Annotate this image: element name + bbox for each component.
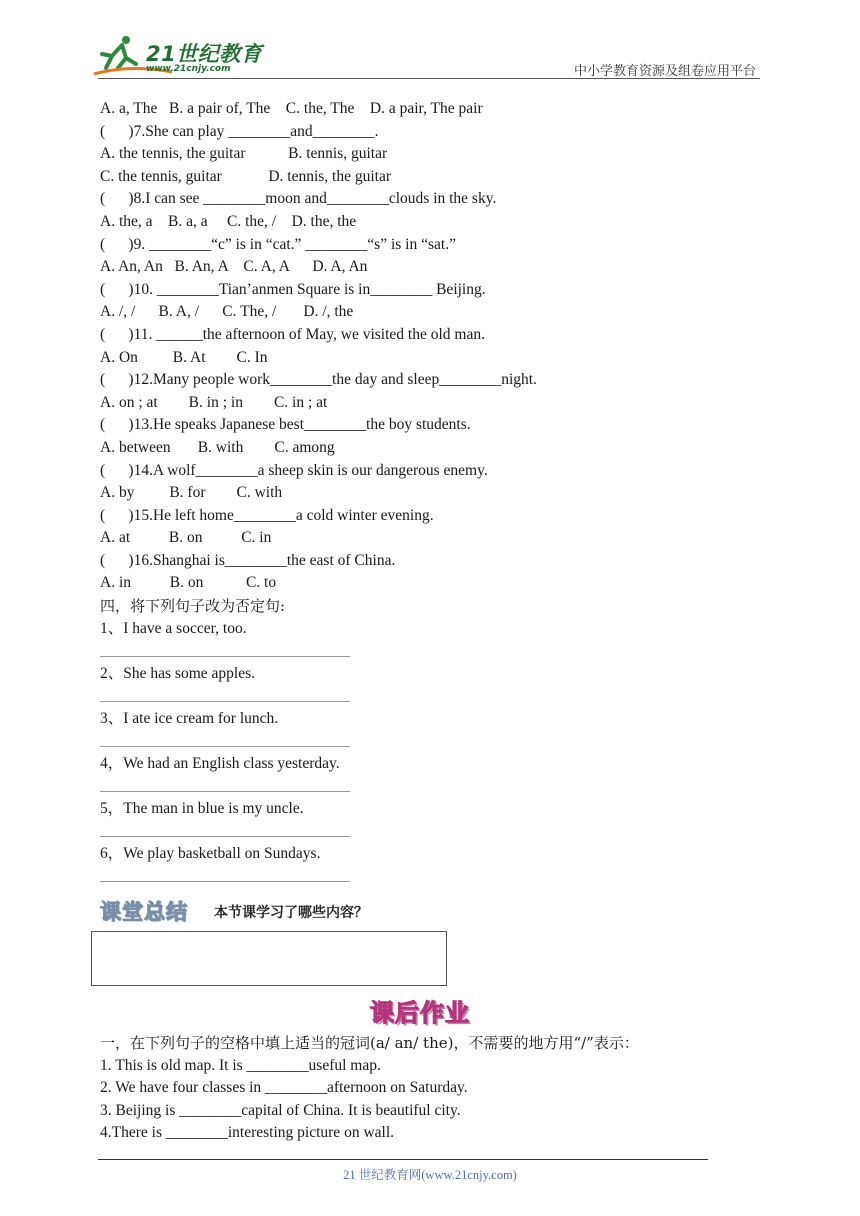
logo-url: www.21cnjy.com (146, 64, 231, 74)
answer-blank-line[interactable] (100, 640, 740, 662)
answer-options: A. An, An B. An, A C. A, A D. A, An (100, 258, 368, 276)
answer-blank-line[interactable] (100, 685, 740, 707)
summary-row (100, 896, 600, 926)
exercise-content (100, 98, 740, 888)
question-line: ( )9. ________“c” is in “cat.” ________“s” is in “sat.” (100, 235, 456, 253)
answer-options: A. On B. At C. In (100, 348, 268, 366)
logo-text: 21世纪教育 (146, 42, 263, 66)
negation-item: 5，The man in blue is my uncle. (100, 799, 304, 817)
answer-options: C. the tennis, guitar D. tennis, the guitar (100, 167, 392, 185)
section-title: 四，将下列句子改为否定句: (100, 597, 286, 616)
question-line: ( )15.He left home________a cold winter evening. (100, 506, 434, 524)
platform-name: 中小学教育资源及组卷应用平台 (573, 64, 756, 79)
question-line: ( )13.He speaks Japanese best________the boy students. (100, 416, 471, 434)
negation-list (100, 618, 740, 888)
page-header (0, 0, 860, 80)
answer-options: A. between B. with C. among (100, 438, 335, 456)
answer-options: A. at B. on C. in (100, 529, 272, 547)
homework-item: 4.There is ________interesting picture on wall. (100, 1124, 395, 1142)
negation-item: 6，We play basketball on Sundays. (100, 844, 321, 862)
negation-item: 3、I ate ice cream for lunch. (100, 709, 279, 727)
homework-title: 课后作业 (370, 999, 470, 1027)
question-list (100, 98, 740, 595)
homework-list (100, 1055, 740, 1145)
question-line: ( )7.She can play ________and________. (100, 122, 379, 140)
answer-blank-line[interactable] (100, 730, 740, 752)
homework-item: 3. Beijing is ________capital of China. It is beautiful city. (100, 1101, 461, 1119)
negation-item: 4，We had an English class yesterday. (100, 754, 340, 772)
question-line: ( )11. ______the afternoon of May, we visited the old man. (100, 325, 485, 343)
footer-text: 21 世纪教育网(www.21cnjy.com) (343, 1168, 517, 1182)
negation-item: 1、I have a soccer, too. (100, 619, 247, 637)
homework-section (100, 1032, 740, 1145)
question-line: ( )10. ________Tian’anmen Square is in________ Beijing. (100, 280, 486, 298)
answer-options: A. on ; at B. in ; in C. in ; at (100, 393, 328, 411)
answer-options: A. a, The B. a pair of, The C. the, The D. a pair, The pair (100, 100, 483, 117)
summary-question: 本节课学习了哪些内容？ (214, 905, 368, 921)
question-line: ( )14.A wolf________a sheep skin is our dangerous enemy. (100, 461, 488, 479)
homework-item: 1. This is old map. It is ________useful map. (100, 1056, 381, 1074)
footer-divider (98, 1159, 708, 1160)
summary-title: 课堂总结 (100, 900, 188, 924)
answer-blank-line[interactable] (100, 865, 740, 887)
question-line: ( )16.Shanghai is________the east of China. (100, 551, 396, 569)
answer-options: A. by B. for C. with (100, 484, 283, 502)
answer-options: A. the tennis, the guitar B. tennis, guitar (100, 145, 388, 163)
answer-blank-line[interactable] (100, 820, 740, 842)
negation-item: 2、She has some apples. (100, 664, 255, 682)
answer-options: A. the, a B. a, a C. the, / D. the, the (100, 212, 357, 230)
answer-options: A. in B. on C. to (100, 574, 277, 592)
header-divider (98, 78, 760, 79)
summary-answer-box[interactable] (91, 931, 447, 986)
homework-instruction: 一，在下列句子的空格中填上适当的冠词(a/ an/ the)，不需要的地方用“/”表示： (100, 1034, 639, 1052)
homework-item: 2. We have four classes in ________afternoon on Saturday. (100, 1079, 468, 1097)
answer-blank-line[interactable] (100, 775, 740, 797)
question-line: ( )8.I can see ________moon and________clouds in the sky. (100, 190, 497, 208)
answer-options: A. /, / B. A, / C. The, / D. /, the (100, 303, 354, 321)
question-line: ( )12.Many people work________the day and sleep________night. (100, 371, 537, 389)
